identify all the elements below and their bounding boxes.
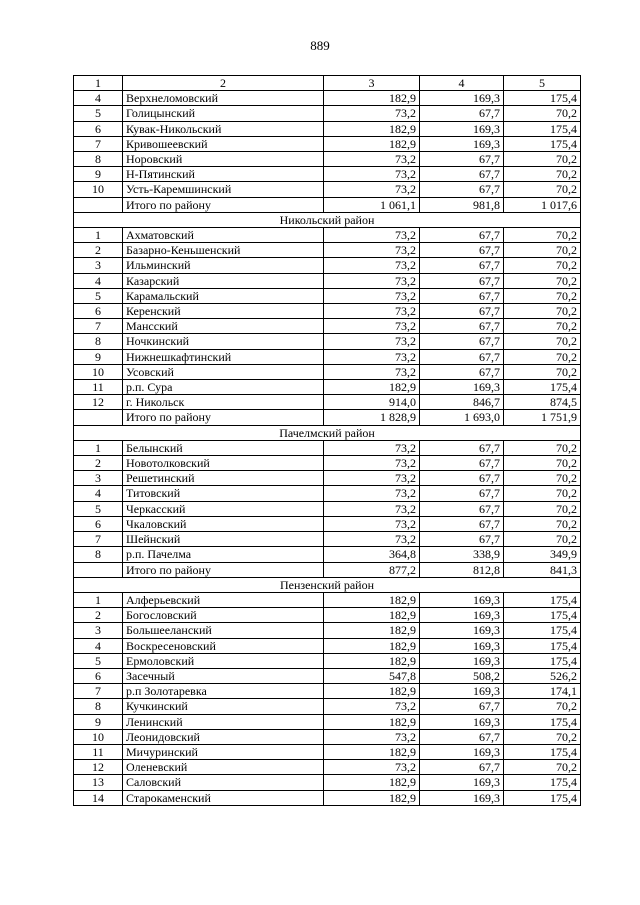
row-number-cell: 2	[74, 243, 123, 258]
settlement-name-cell: Мансский	[123, 319, 324, 334]
value-col-4-cell: 169,3	[420, 744, 504, 759]
settlement-name-cell: Леонидовский	[123, 729, 324, 744]
table-row	[74, 547, 581, 562]
value-col-5-cell: 70,2	[504, 167, 581, 182]
table-row	[74, 152, 581, 167]
value-col-3-cell: 73,2	[324, 760, 420, 775]
table-row	[74, 471, 581, 486]
value-col-4-cell: 67,7	[420, 760, 504, 775]
settlement-name-cell: Новотолковский	[123, 456, 324, 471]
settlement-name-cell: р.п. Пачелма	[123, 547, 324, 562]
value-col-5-cell: 70,2	[504, 364, 581, 379]
settlement-name-cell: Решетинский	[123, 471, 324, 486]
table-row	[74, 668, 581, 683]
settlement-name-cell: г. Никольск	[123, 395, 324, 410]
value-col-5-cell: 70,2	[504, 106, 581, 121]
table-row	[74, 182, 581, 197]
value-col-5-cell: 175,4	[504, 653, 581, 668]
table-row	[74, 273, 581, 288]
value-col-4-cell: 169,3	[420, 775, 504, 790]
value-col-3-cell: 182,9	[324, 136, 420, 151]
settlement-name-cell: Мичуринский	[123, 744, 324, 759]
value-col-5-cell: 70,2	[504, 182, 581, 197]
value-col-3-cell: 182,9	[324, 121, 420, 136]
table-row	[74, 516, 581, 531]
table-row	[74, 91, 581, 106]
table-row	[74, 532, 581, 547]
page-number: 889	[310, 38, 330, 53]
value-col-4-cell: 67,7	[420, 182, 504, 197]
value-col-4-cell: 846,7	[420, 395, 504, 410]
value-col-4-cell: 67,7	[420, 243, 504, 258]
value-col-4-cell: 508,2	[420, 668, 504, 683]
value-col-4-cell: 169,3	[420, 790, 504, 805]
value-col-5-cell: 175,4	[504, 136, 581, 151]
value-col-4-cell: 67,7	[420, 258, 504, 273]
settlement-name-cell: Нижнешкафтинский	[123, 349, 324, 364]
row-number-cell: 10	[74, 182, 123, 197]
table-row	[74, 486, 581, 501]
value-col-3-cell: 73,2	[324, 106, 420, 121]
row-number-cell: 1	[74, 592, 123, 607]
value-col-3-cell: 182,9	[324, 623, 420, 638]
table-body	[74, 76, 581, 806]
value-col-5-cell: 70,2	[504, 319, 581, 334]
row-number-cell: 5	[74, 653, 123, 668]
total-row	[74, 410, 581, 425]
settlement-name-cell: Ермоловский	[123, 653, 324, 668]
settlement-name-cell: Керенский	[123, 304, 324, 319]
value-col-4-cell: 67,7	[420, 364, 504, 379]
total-row	[74, 562, 581, 577]
value-col-5-cell: 70,2	[504, 440, 581, 455]
settlement-name-cell: Оленевский	[123, 760, 324, 775]
value-col-3-cell: 182,9	[324, 592, 420, 607]
value-col-5-cell: 70,2	[504, 304, 581, 319]
value-col-5-cell: 70,2	[504, 243, 581, 258]
settlement-name-cell: Титовский	[123, 486, 324, 501]
value-col-4-cell: 169,3	[420, 592, 504, 607]
settlement-name-cell: Ильминский	[123, 258, 324, 273]
value-col-3-cell: 73,2	[324, 243, 420, 258]
value-col-3-cell: 182,9	[324, 91, 420, 106]
value-col-5-cell: 175,4	[504, 121, 581, 136]
row-number-cell: 8	[74, 547, 123, 562]
value-col-4-cell: 169,3	[420, 623, 504, 638]
table-row	[74, 304, 581, 319]
value-col-3-cell: 73,2	[324, 699, 420, 714]
value-col-3-cell: 73,2	[324, 228, 420, 243]
value-col-3-cell: 73,2	[324, 516, 420, 531]
settlement-name-cell: Ночкинский	[123, 334, 324, 349]
value-col-4-cell: 67,7	[420, 319, 504, 334]
table-row	[74, 243, 581, 258]
row-number-cell: 9	[74, 714, 123, 729]
value-col-5-cell: 841,3	[504, 562, 581, 577]
table-row	[74, 714, 581, 729]
header-col-3: 3	[324, 76, 420, 91]
table-row	[74, 501, 581, 516]
value-col-5-cell: 874,5	[504, 395, 581, 410]
settlement-name-cell: Белынский	[123, 440, 324, 455]
table-row	[74, 258, 581, 273]
row-number-cell: 7	[74, 684, 123, 699]
settlement-name-cell: Большееланский	[123, 623, 324, 638]
settlement-name-cell: Итого по району	[123, 197, 324, 212]
value-col-5-cell: 70,2	[504, 699, 581, 714]
value-col-4-cell: 169,3	[420, 653, 504, 668]
row-number-cell: 4	[74, 91, 123, 106]
row-number-cell	[74, 410, 123, 425]
row-number-cell: 8	[74, 699, 123, 714]
table-row	[74, 288, 581, 303]
value-col-4-cell: 169,3	[420, 684, 504, 699]
row-number-cell: 4	[74, 273, 123, 288]
value-col-3-cell: 182,9	[324, 744, 420, 759]
value-col-4-cell: 812,8	[420, 562, 504, 577]
value-col-5-cell: 70,2	[504, 532, 581, 547]
settlement-name-cell: Норовский	[123, 152, 324, 167]
settlement-name-cell: Н-Пятинский	[123, 167, 324, 182]
value-col-3-cell: 73,2	[324, 319, 420, 334]
value-col-5-cell: 175,4	[504, 623, 581, 638]
section-header-row	[74, 212, 581, 227]
value-col-3-cell: 73,2	[324, 532, 420, 547]
table-row	[74, 167, 581, 182]
row-number-cell: 5	[74, 288, 123, 303]
table-row	[74, 775, 581, 790]
table-row	[74, 106, 581, 121]
value-col-5-cell: 70,2	[504, 501, 581, 516]
value-col-5-cell: 175,4	[504, 608, 581, 623]
value-col-4-cell: 67,7	[420, 456, 504, 471]
section-title: Пачелмский район	[74, 425, 581, 440]
settlement-name-cell: Кучкинский	[123, 699, 324, 714]
value-col-4-cell: 67,7	[420, 532, 504, 547]
row-number-cell: 4	[74, 638, 123, 653]
value-col-3-cell: 73,2	[324, 349, 420, 364]
settlement-name-cell: Старокаменский	[123, 790, 324, 805]
settlement-name-cell: Чкаловский	[123, 516, 324, 531]
value-col-3-cell: 73,2	[324, 364, 420, 379]
table-row	[74, 228, 581, 243]
table-row	[74, 440, 581, 455]
value-col-3-cell: 182,9	[324, 380, 420, 395]
value-col-4-cell: 169,3	[420, 121, 504, 136]
row-number-cell: 1	[74, 228, 123, 243]
value-col-3-cell: 914,0	[324, 395, 420, 410]
value-col-5-cell: 175,4	[504, 744, 581, 759]
settlement-name-cell: Засечный	[123, 668, 324, 683]
value-col-4-cell: 169,3	[420, 91, 504, 106]
value-col-5-cell: 174,1	[504, 684, 581, 699]
row-number-cell: 8	[74, 152, 123, 167]
row-number-cell: 4	[74, 486, 123, 501]
value-col-5-cell: 70,2	[504, 486, 581, 501]
row-number-cell: 2	[74, 456, 123, 471]
value-col-3-cell: 73,2	[324, 729, 420, 744]
section-title: Пензенский район	[74, 577, 581, 592]
value-col-3-cell: 182,9	[324, 608, 420, 623]
value-col-3-cell: 182,9	[324, 775, 420, 790]
settlement-name-cell: Алферьевский	[123, 592, 324, 607]
row-number-cell: 10	[74, 729, 123, 744]
header-col-1: 1	[74, 76, 123, 91]
section-title: Никольский район	[74, 212, 581, 227]
value-col-4-cell: 1 693,0	[420, 410, 504, 425]
value-col-4-cell: 169,3	[420, 136, 504, 151]
row-number-cell: 3	[74, 471, 123, 486]
table-row	[74, 349, 581, 364]
row-number-cell: 10	[74, 364, 123, 379]
value-col-3-cell: 182,9	[324, 653, 420, 668]
table-header-row	[74, 76, 581, 91]
table-row	[74, 760, 581, 775]
section-header-row	[74, 425, 581, 440]
value-col-4-cell: 67,7	[420, 288, 504, 303]
settlement-name-cell: Воскресеновский	[123, 638, 324, 653]
value-col-5-cell: 1 751,9	[504, 410, 581, 425]
value-col-5-cell: 175,4	[504, 91, 581, 106]
row-number-cell: 7	[74, 136, 123, 151]
table-row	[74, 456, 581, 471]
value-col-4-cell: 169,3	[420, 714, 504, 729]
row-number-cell	[74, 562, 123, 577]
value-col-4-cell: 67,7	[420, 440, 504, 455]
value-col-4-cell: 169,3	[420, 638, 504, 653]
total-row	[74, 197, 581, 212]
value-col-5-cell: 175,4	[504, 592, 581, 607]
value-col-5-cell: 175,4	[504, 775, 581, 790]
settlement-name-cell: Богословский	[123, 608, 324, 623]
value-col-3-cell: 73,2	[324, 182, 420, 197]
table-row	[74, 623, 581, 638]
settlement-name-cell: Карамальский	[123, 288, 324, 303]
value-col-3-cell: 1 828,9	[324, 410, 420, 425]
value-col-3-cell: 1 061,1	[324, 197, 420, 212]
value-col-5-cell: 175,4	[504, 790, 581, 805]
row-number-cell: 13	[74, 775, 123, 790]
value-col-4-cell: 169,3	[420, 608, 504, 623]
allocation-table	[73, 75, 581, 806]
value-col-3-cell: 73,2	[324, 501, 420, 516]
value-col-5-cell: 70,2	[504, 152, 581, 167]
table-row	[74, 790, 581, 805]
settlement-name-cell: Черкасский	[123, 501, 324, 516]
settlement-name-cell: Верхнеломовский	[123, 91, 324, 106]
row-number-cell: 8	[74, 334, 123, 349]
value-col-4-cell: 67,7	[420, 486, 504, 501]
value-col-5-cell: 349,9	[504, 547, 581, 562]
table-row	[74, 136, 581, 151]
table-row	[74, 395, 581, 410]
value-col-4-cell: 67,7	[420, 349, 504, 364]
table-row	[74, 653, 581, 668]
value-col-4-cell: 67,7	[420, 729, 504, 744]
value-col-5-cell: 70,2	[504, 258, 581, 273]
value-col-3-cell: 73,2	[324, 152, 420, 167]
row-number-cell: 1	[74, 440, 123, 455]
value-col-3-cell: 73,2	[324, 273, 420, 288]
row-number-cell: 3	[74, 258, 123, 273]
table-row	[74, 729, 581, 744]
value-col-3-cell: 73,2	[324, 334, 420, 349]
settlement-name-cell: Усовский	[123, 364, 324, 379]
value-col-4-cell: 169,3	[420, 380, 504, 395]
value-col-3-cell: 73,2	[324, 304, 420, 319]
table-row	[74, 319, 581, 334]
value-col-5-cell: 175,4	[504, 714, 581, 729]
value-col-3-cell: 182,9	[324, 714, 420, 729]
row-number-cell: 6	[74, 121, 123, 136]
row-number-cell: 5	[74, 106, 123, 121]
value-col-3-cell: 73,2	[324, 167, 420, 182]
row-number-cell	[74, 197, 123, 212]
row-number-cell: 6	[74, 304, 123, 319]
value-col-5-cell: 70,2	[504, 273, 581, 288]
table-row	[74, 638, 581, 653]
settlement-name-cell: Ахматовский	[123, 228, 324, 243]
row-number-cell: 7	[74, 532, 123, 547]
row-number-cell: 12	[74, 395, 123, 410]
row-number-cell: 11	[74, 380, 123, 395]
value-col-5-cell: 1 017,6	[504, 197, 581, 212]
value-col-4-cell: 67,7	[420, 167, 504, 182]
value-col-5-cell: 70,2	[504, 760, 581, 775]
value-col-5-cell: 70,2	[504, 456, 581, 471]
value-col-5-cell: 70,2	[504, 729, 581, 744]
value-col-5-cell: 526,2	[504, 668, 581, 683]
header-col-2: 2	[123, 76, 324, 91]
value-col-3-cell: 73,2	[324, 471, 420, 486]
value-col-4-cell: 981,8	[420, 197, 504, 212]
row-number-cell: 12	[74, 760, 123, 775]
row-number-cell: 11	[74, 744, 123, 759]
settlement-name-cell: Кривошеевский	[123, 136, 324, 151]
row-number-cell: 7	[74, 319, 123, 334]
value-col-4-cell: 67,7	[420, 501, 504, 516]
settlement-name-cell: Ленинский	[123, 714, 324, 729]
settlement-name-cell: р.п Золотаревка	[123, 684, 324, 699]
row-number-cell: 6	[74, 516, 123, 531]
row-number-cell: 9	[74, 167, 123, 182]
value-col-5-cell: 70,2	[504, 288, 581, 303]
row-number-cell: 14	[74, 790, 123, 805]
row-number-cell: 9	[74, 349, 123, 364]
table-row	[74, 744, 581, 759]
value-col-4-cell: 67,7	[420, 699, 504, 714]
value-col-5-cell: 70,2	[504, 349, 581, 364]
value-col-5-cell: 70,2	[504, 516, 581, 531]
settlement-name-cell: Усть-Каремшинский	[123, 182, 324, 197]
value-col-5-cell: 70,2	[504, 471, 581, 486]
row-number-cell: 2	[74, 608, 123, 623]
table-row	[74, 592, 581, 607]
row-number-cell: 5	[74, 501, 123, 516]
row-number-cell: 3	[74, 623, 123, 638]
row-number-cell: 6	[74, 668, 123, 683]
header-col-5: 5	[504, 76, 581, 91]
value-col-3-cell: 547,8	[324, 668, 420, 683]
settlement-name-cell: Шейнский	[123, 532, 324, 547]
value-col-3-cell: 73,2	[324, 288, 420, 303]
value-col-4-cell: 67,7	[420, 471, 504, 486]
header-col-4: 4	[420, 76, 504, 91]
settlement-name-cell: Казарский	[123, 273, 324, 288]
table-row	[74, 121, 581, 136]
table-row	[74, 608, 581, 623]
value-col-4-cell: 338,9	[420, 547, 504, 562]
table-row	[74, 699, 581, 714]
section-header-row	[74, 577, 581, 592]
value-col-3-cell: 182,9	[324, 638, 420, 653]
settlement-name-cell: Базарно-Кеньшенский	[123, 243, 324, 258]
value-col-3-cell: 73,2	[324, 486, 420, 501]
settlement-name-cell: Голицынский	[123, 106, 324, 121]
value-col-3-cell: 877,2	[324, 562, 420, 577]
value-col-4-cell: 67,7	[420, 304, 504, 319]
settlement-name-cell: Итого по району	[123, 562, 324, 577]
value-col-4-cell: 67,7	[420, 334, 504, 349]
table-row	[74, 334, 581, 349]
settlement-name-cell: Итого по району	[123, 410, 324, 425]
table-row	[74, 364, 581, 379]
table-row	[74, 684, 581, 699]
settlement-name-cell: р.п. Сура	[123, 380, 324, 395]
value-col-3-cell: 73,2	[324, 258, 420, 273]
value-col-3-cell: 182,9	[324, 684, 420, 699]
value-col-5-cell: 175,4	[504, 638, 581, 653]
value-col-4-cell: 67,7	[420, 228, 504, 243]
value-col-3-cell: 182,9	[324, 790, 420, 805]
value-col-5-cell: 70,2	[504, 228, 581, 243]
value-col-3-cell: 73,2	[324, 440, 420, 455]
value-col-4-cell: 67,7	[420, 152, 504, 167]
value-col-4-cell: 67,7	[420, 273, 504, 288]
settlement-name-cell: Кувак-Никольский	[123, 121, 324, 136]
value-col-4-cell: 67,7	[420, 106, 504, 121]
table-row	[74, 380, 581, 395]
value-col-5-cell: 70,2	[504, 334, 581, 349]
value-col-3-cell: 364,8	[324, 547, 420, 562]
value-col-3-cell: 73,2	[324, 456, 420, 471]
value-col-4-cell: 67,7	[420, 516, 504, 531]
value-col-5-cell: 175,4	[504, 380, 581, 395]
settlement-name-cell: Саловский	[123, 775, 324, 790]
